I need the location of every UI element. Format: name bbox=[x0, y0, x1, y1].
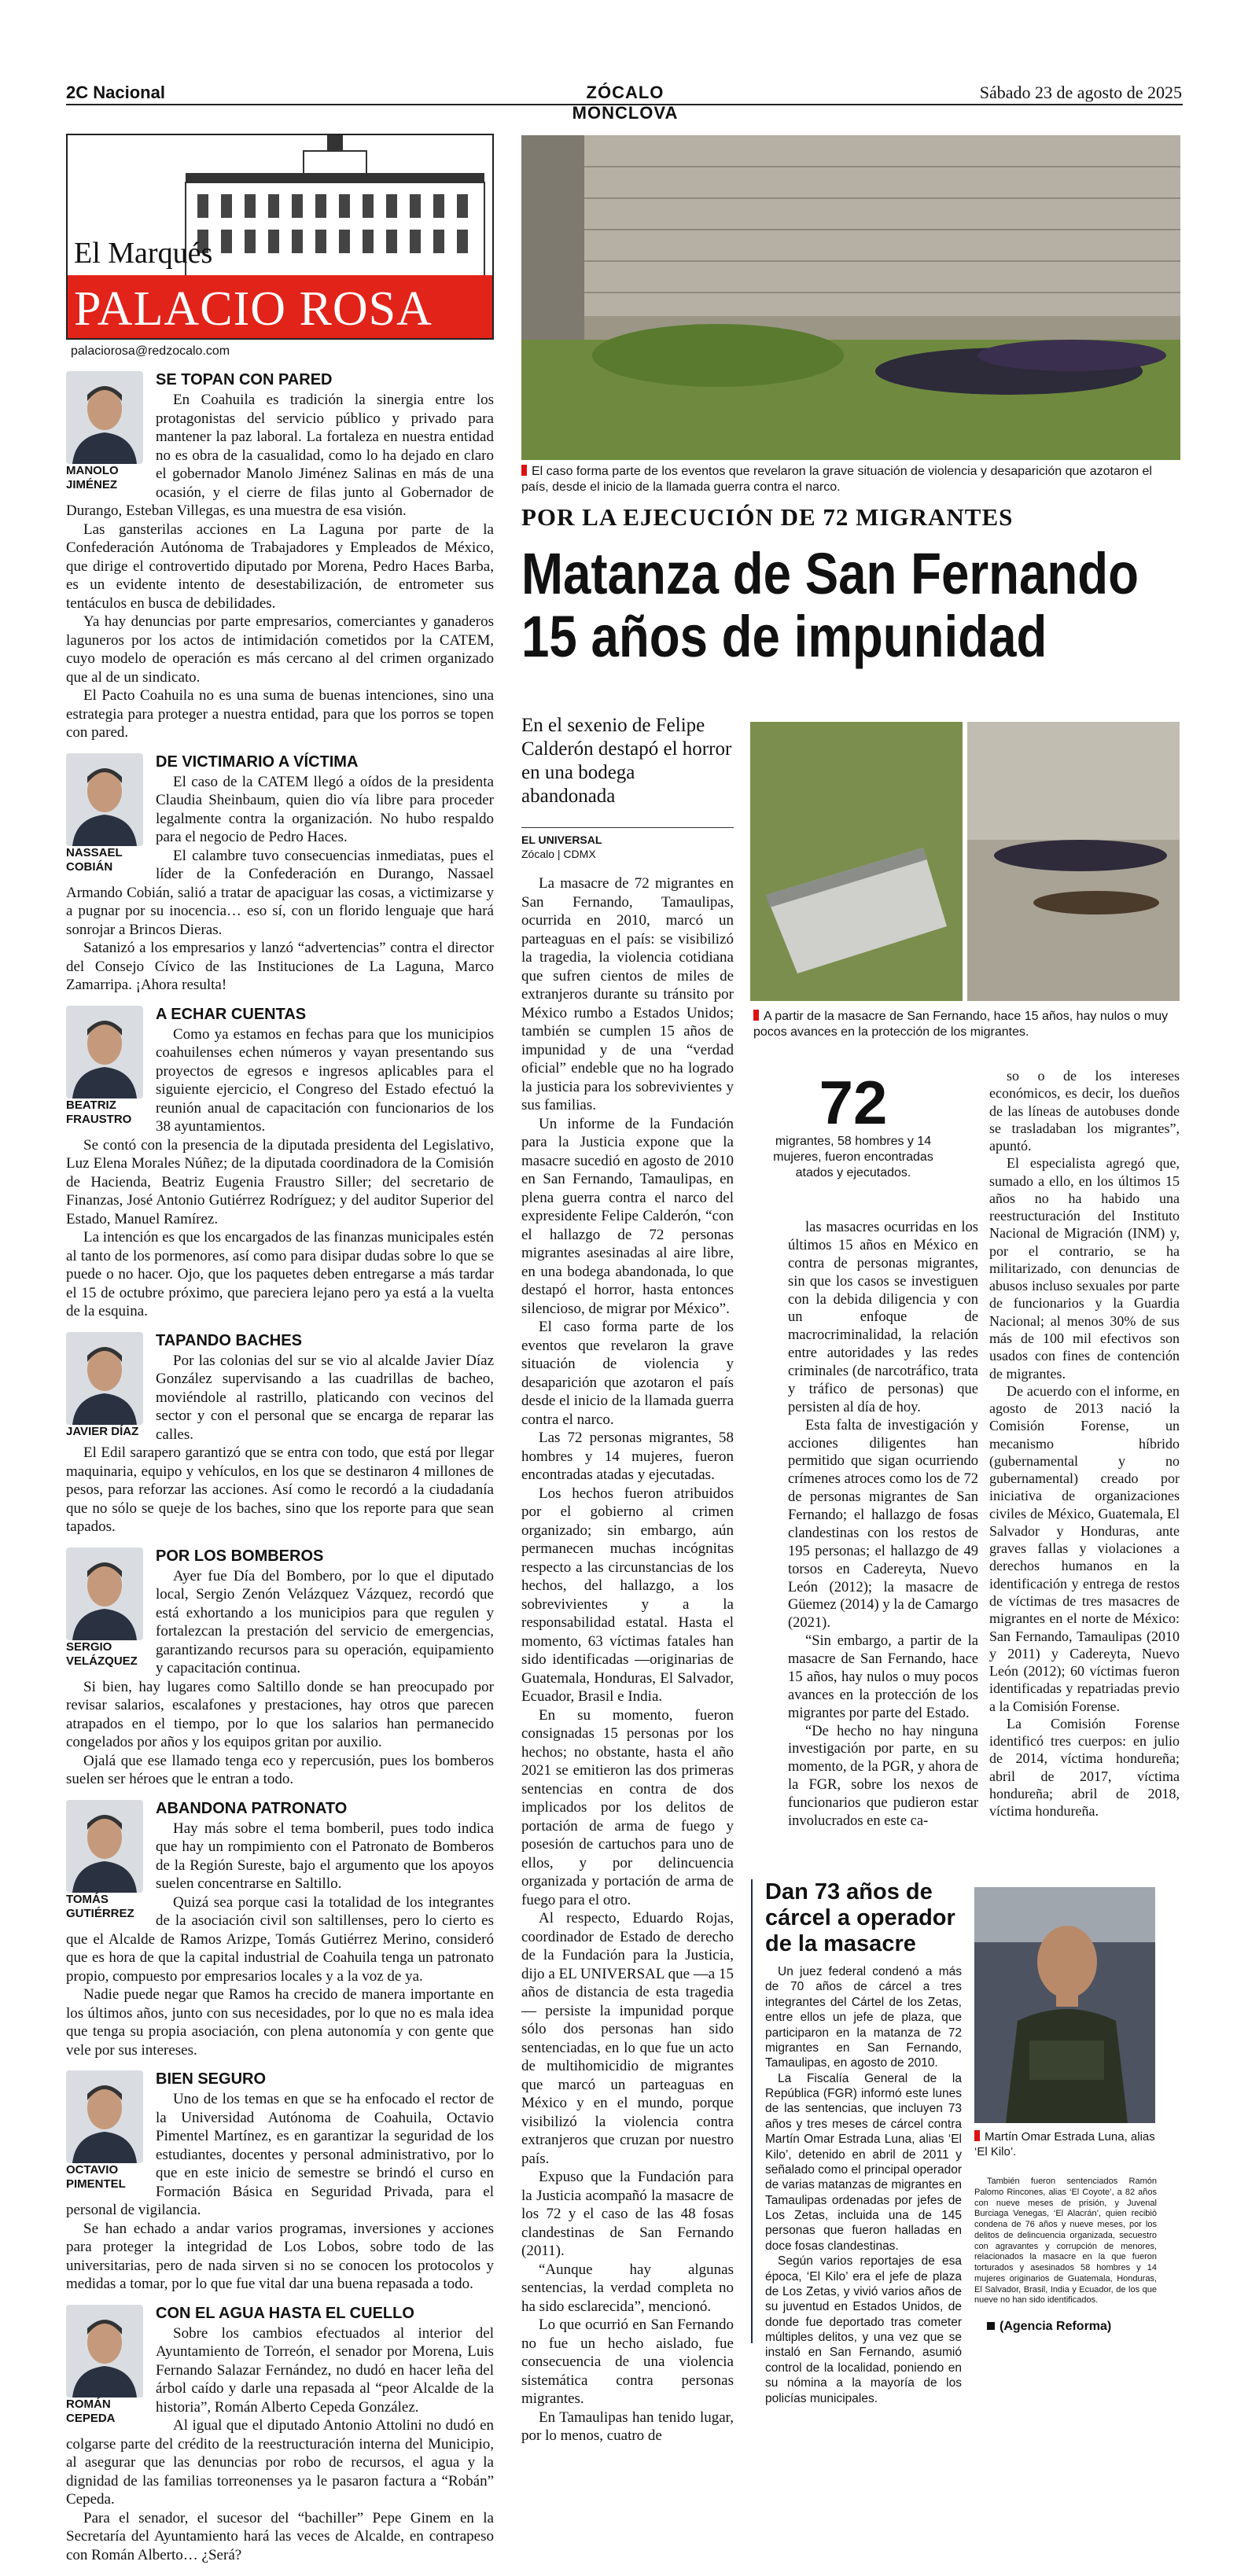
portrait-photo bbox=[66, 371, 143, 464]
column-section bbox=[66, 1543, 494, 1789]
portrait-name: BEATRIZ FRAUSTRO bbox=[66, 1098, 132, 1126]
article-headline bbox=[521, 543, 1139, 668]
paragraph: “De hecho no hay ninguna investigación por parte, en su momento, de la PGR, y ahora de la FGR, sobre los nexos de funcionarios que pudieron estar involucrados en este ca- bbox=[788, 1723, 978, 1829]
headline-line-1: Matanza de San Fernando bbox=[521, 541, 1139, 606]
sidebar-text-2 bbox=[974, 2177, 1157, 2306]
paragraph: Se contó con la presencia de la diputada presidenta del Legislativo, Luz Elena Morales Núñez; de la diputada coordinadora de la Comisión de Hacienda, Beatriz Eugenia Fraustro Siller; del secretario de Finanzas, José Antonio Gutiérrez Rodríguez; y del auditor Superior del Estado, Manuel Ramírez. bbox=[66, 1136, 494, 1227]
section-title: ABANDONA PATRONATO bbox=[156, 1799, 348, 1817]
portrait-block bbox=[66, 1006, 148, 1127]
portrait-name: SERGIO VELÁZQUEZ bbox=[66, 1639, 138, 1668]
publication-date: Sábado 23 de agosto de 2025 bbox=[979, 83, 1182, 102]
palacio-rosa-column bbox=[66, 134, 494, 2563]
caption-marker bbox=[521, 465, 527, 476]
paragraph: Las gansterilas acciones en La Laguna por parte de la Confederación Autónoma de Trabajadores y Empleados de México, que dirige el controvertido diputado por Morena, Pedro Haces Barba, es un evidente intento de desestabilización, de entrometer sus tentáculos en busca de debilidades. bbox=[66, 521, 494, 612]
paragraph: Lo que ocurrió en San Fernando no fue un hecho aislado, fue consecuencia de una violencia sistemática contra personas migrantes. bbox=[521, 2317, 734, 2407]
paragraph: Sobre los cambios efectuados al interior del Ayuntamiento de Torreón, el senador por Morena, Luis Fernando Salazar Fernández, no dudó en hacer leña del árbol caído y darle una repasada al “peor Alcalde de la historia”, Román Alberto Cepeda González. bbox=[156, 2324, 494, 2416]
paragraph: “Aunque hay algunas sentencias, la verdad completa no ha sido esclarecida”, mencionó. bbox=[521, 2261, 734, 2315]
sidebar-photo bbox=[974, 1887, 1155, 2123]
paragraph: so o de los intereses económicos, es decir, los dueños de las líneas de autobuses donde se trasladaban los migrantes”, apuntó. bbox=[989, 1068, 1180, 1154]
article-kicker: POR LA EJECUCIÓN DE 72 MIGRANTES bbox=[521, 503, 1014, 531]
paragraph: El Pacto Coahuila no es una suma de buenas intenciones, sino una estrategia para proteger a nuestra entidad, para que los porros se topen con pared. bbox=[66, 687, 494, 741]
portrait-name: NASSAEL COBIÁN bbox=[66, 845, 123, 874]
detainee-photo-image bbox=[974, 1887, 1155, 2123]
section-title: BIEN SEGURO bbox=[156, 2070, 267, 2088]
bodega-scene-image bbox=[521, 135, 1180, 460]
portrait-block bbox=[66, 2070, 148, 2191]
portrait-block bbox=[66, 1332, 148, 1439]
portrait-block bbox=[66, 2305, 148, 2426]
masthead bbox=[66, 134, 494, 340]
paragraph: La masacre de 72 migrantes en San Fernando, Tamaulipas, ocurrida en 2010, marcó un parteaguas en el país: se visibilizó la tragedia, la violencia cotidiana que sufren cientos de miles de extranjeros durante su tránsito por México rumbo a Estados Unidos; también se cumplen 15 años de impunidad y de una “verdad oficial” endeble que no ha logrado la justicia para los sobrevivientes y sus familias. bbox=[521, 875, 734, 1113]
paragraph: En su momento, fueron consignadas 15 personas por los hechos; no obstante, hasta el año 2021 se emitieron las dos primeras sentencias en contra de dos implicados por los delitos de portación de arma de fuego y posesión de cartuchos para uno de ellos, y por delincuencia organizada y portación de arma de fuego para el otro. bbox=[521, 1706, 734, 1908]
paragraph: Se han echado a andar varios programas, inversiones y acciones para proteger la integridad de Los Lobos, sobre todo de las universitarias, pero de nada sirven si no se conocen los protocolos y medidas a tomar, por lo que fue vital dar una buena repasada a todo. bbox=[66, 2220, 494, 2292]
section-title: A ECHAR CUENTAS bbox=[156, 1005, 307, 1023]
center-photo-caption bbox=[753, 1009, 1182, 1040]
paragraph: De acuerdo con el informe, en agosto de 2013 nació la Comisión Forense, un mecanismo híbrido (gubernamental y no gubernamental) creado por iniciativa de organizaciones civiles de México, Guatemala, El Salvador y Honduras, ante graves fallas y violaciones a derechos humanos en la identificación y entrega de restos de víctimas de tres masacres de migrantes en el norte de México: San Fernando, Tamaulipas (2010 y 2011) y Cadereyta, Nuevo León (2012); 60 víctimas fueron identificadas y repatriadas previo a la Comisión Forense. bbox=[989, 1382, 1180, 1714]
center-photo bbox=[750, 722, 1180, 1001]
article-column-2 bbox=[788, 1219, 978, 1831]
article-column-3 bbox=[989, 1067, 1180, 1820]
credit-text: (Agencia Reforma) bbox=[1000, 2320, 1112, 2333]
paragraph: Al igual que el diputado Antonio Attolini no dudó en colgarse parte del crédito de la reestructuración interna del Municipio, al asegurar que las denuncias por robo de recursos, el agua y la dignidad de las familias torreonenses ya le pasaron factura a “Robán” Cepeda. bbox=[66, 2417, 494, 2508]
sidebar-credit bbox=[987, 2320, 1111, 2334]
paragraph: Quizá sea porque casi la totalidad de los integrantes de la asociación civil son saltillenses, pero lo cierto es que el Alcalde de Ramos Arizpe, Tomás Gutiérrez Merino, consideró que es hora de que la capital industrial de Coahuila tenga un patronato propio, compuesto por empresarios locales y a la voz de ya. bbox=[66, 1893, 494, 1985]
paragraph: Las 72 personas migrantes, 58 hombres y 14 mujeres, fueron encontradas atadas y ejecutadas. bbox=[521, 1430, 734, 1483]
caption-marker bbox=[974, 2130, 980, 2141]
portrait-photo bbox=[66, 1547, 143, 1640]
portrait-photo bbox=[66, 1800, 143, 1893]
portrait-photo bbox=[66, 753, 143, 846]
column-section bbox=[66, 1001, 494, 1321]
paragraph: Como ya estamos en fechas para que los municipios coahuilenses echen números y vayan presentando sus proyectos de egresos e ingresos aplicables para el siguiente ejercicio, el Congreso del Estado efectuó la reunión anual de capacitación con funcionarios de los 38 ayuntamientos. bbox=[156, 1025, 494, 1135]
section-title: DE VICTIMARIO A VÍCTIMA bbox=[156, 753, 359, 771]
section-title: TAPANDO BACHES bbox=[156, 1331, 302, 1349]
stat-number: 72 bbox=[819, 1068, 888, 1137]
column-title: PALACIO ROSA bbox=[74, 282, 433, 336]
portrait-name: MANOLO JIMÉNEZ bbox=[66, 464, 119, 491]
column-email: palaciorosa@redzocalo.com bbox=[71, 344, 230, 358]
paragraph: Un informe de la Fundación para la Justicia expone que la masacre sucedió en agosto de 2010 en San Fernando, Tamaulipas, en plena guerra contra el narco del expresidente Felipe Calderón, “con el hallazgo de 72 personas migrantes asesinadas al aire libre, en una bodega abandonada, lo que destapó el horror, hasta entonces silencioso, de migrar por México”. bbox=[521, 1115, 734, 1317]
paragraph: Ojalá que ese llamado tenga eco y repercusión, pues los bomberos suelen ser héroes que le entran a todo. bbox=[66, 1752, 494, 1787]
sidebar-rule bbox=[751, 1879, 753, 2343]
column-kicker: El Marqués bbox=[74, 237, 213, 270]
portrait-photo bbox=[66, 2070, 143, 2163]
paragraph: Según varios reportajes de esa época, ‘El Kilo’ era el jefe de plaza de Los Zetas, y vivió varios años de su juventud en Estados Unidos, de donde fue deportado tras cometer múltiples delitos, y una vez que se instaló en San Fernando, asumió control de la localidad, poniendo en su nómina a la mayoría de los policías municipales. bbox=[765, 2254, 962, 2405]
paragraph: También fueron sentenciados Ramón Palomo Rincones, alias ‘El Coyote’, a 82 años con nueve meses de prisión, y Juvenal Burciaga Venegas, ‘El Alacrán’, quien recibió condena de 76 años y nueve meses, por los delitos de delincuencia organizada, secuestro con agravantes y corrupción de menores, relacionados la masacre en la que fueron torturados y asesinados 58 hombres y 14 mujeres originarios de Guatemala, Honduras, El Salvador, Brasil, India y Ecuador, de los que nueve no han sido identificados. bbox=[974, 2177, 1157, 2306]
portrait-photo bbox=[66, 2305, 143, 2398]
paragraph: La intención es que los encargados de las finanzas municipales estén al tanto de los pormenores, así como para disipar dudas sobre lo que se puede o no hacer. Ojo, que los paquetes deben entregarse a más tardar el 15 de octubre próximo, que pareciera lejano pero ya está a la vuelta de la esquina. bbox=[66, 1229, 494, 1319]
portrait-name: JAVIER DÍAZ bbox=[66, 1424, 139, 1438]
paragraph: El especialista agregó que, sumado a ello, en los últimos 15 años no ha habido una reestructuración del Instituto Nacional de Migración (INM) y, por el contrario, se ha militarizado, con denuncias de abusos incluso sexuales por parte de funcionarios y la Guardia Nacional; al menos 30% de sus más de 100 mil efectivos son usados con fines de contención de migrantes. bbox=[989, 1155, 1180, 1382]
paragraph: Para el senador, el sucesor del “bachiller” Pepe Ginem en la Secretaría del Ayuntamiento hará las veces de Alcalde, en contrapeso con Román Alberto… ¿Será? bbox=[66, 2509, 494, 2563]
paragraph: Por las colonias del sur se vio al alcalde Javier Díaz González supervisando a las cuadrillas de bacheo, moviéndole al rastrillo, platicando con vecinos del sector y con el personal que se encarga de reparar las calles. bbox=[156, 1352, 494, 1443]
page-header bbox=[0, 0, 1248, 123]
column-section bbox=[66, 1795, 494, 2060]
paragraph: Hay más sobre el tema bomberil, pues todo indica que hay un rompimiento con el Patronato de Bomberos de la Región Sureste, bajo el argumento que los apoyos suelen concentrarse en Saltillo. bbox=[156, 1820, 494, 1892]
paragraph: Nadie puede negar que Ramos ha crecido de manera importante en los últimos años, junto con sus necesidades, por lo que no es mala idea que tenga su propia asociación, con plena autonomía y con gente que vele por sus intereses. bbox=[66, 1986, 494, 2059]
stat-box bbox=[755, 1068, 952, 1181]
paragraph: Uno de los temas en que se ha enfocado el rector de la Universidad Autónoma de Coahuila, Octavio Pimentel Martínez, es en garantizar la seguridad de los estudiantes, docentes y personal administrativo, por lo que en este inicio de semestre se brindó el curso en Formación Básica en Seguridad Privada, para el personal de vigilancia. bbox=[66, 2091, 494, 2218]
paragraph: Expuso que la Fundación para la Justicia acompañó la masacre de los 72 y el caso de las 48 fosas clandestinas de San Fernando (2011). bbox=[521, 2169, 734, 2259]
column-section bbox=[66, 1327, 494, 1536]
paragraph: El caso forma parte de los eventos que revelaron la grave situación de violencia y desaparición que azotaron el país desde el inicio de la llamada guerra contra el narco. bbox=[521, 1319, 734, 1428]
sidebar-headline: Dan 73 años de cárcel a operador de la masacre bbox=[765, 1879, 955, 1956]
paragraph: En Coahuila es tradición la sinergia entre los protagonistas del servicio público y privado para mantener la paz laboral. La fortaleza en nuestra entidad no es obra de la casualidad, como lo ha dejado en claro el gobernador Manolo Jiménez Salinas en más de una ocasión, y el cierre de filas junto al Gobernador de Durango, Esteban Villegas, es una muestra de esa visión. bbox=[66, 392, 494, 519]
portrait-name: ROMÁN CEPEDA bbox=[66, 2397, 116, 2425]
article-deck: En el sexenio de Felipe Calderón destapó el horror en una bodega abandonada bbox=[521, 715, 732, 807]
sidebar-text bbox=[765, 1964, 962, 2406]
paragraph: las masacres ocurridas en los últimos 15 años en México en contra de personas migrantes, sin que los casos se investiguen con la debida diligencia y con un enfoque de macrocriminalidad, la relación entre autoridades y las redes criminales (de narcotráfico, trata y tráfico de personas) que persisten al día de hoy. bbox=[788, 1220, 978, 1415]
paragraph: Ayer fue Día del Bombero, por lo que el diputado local, Sergio Zenón Velázquez Vázquez, recordó que está exhortando a los municipios para que regulen y fortalezcan la prestación del servicio de emergencias, garantizando recursos para su operación, equipamiento y capacitación continua. bbox=[156, 1567, 494, 1676]
header-rule bbox=[66, 104, 1183, 105]
paragraph: En Tamaulipas han tenido lugar, por lo menos, cuatro de bbox=[521, 2409, 734, 2444]
sidebar-caption-text: Martín Omar Estrada Luna, alias ‘El Kilo’. bbox=[974, 2130, 1155, 2158]
column-section bbox=[66, 366, 494, 742]
aerial-and-bodies-image bbox=[750, 722, 1180, 1001]
paragraph: La Comisión Forense identificó tres cuerpos: en julio de 2014, víctima hondureña; abril de 2017, víctima hondureña; abril de 2018, víctima hondureña. bbox=[989, 1715, 1180, 1820]
column-section bbox=[66, 749, 494, 995]
portrait-block bbox=[66, 371, 148, 492]
headline-line-2: 15 años de impunidad bbox=[521, 604, 1047, 669]
paragraph: La Fiscalía General de la República (FGR) informó este lunes de las sentencias, que incluyen 73 años y tres meses de cárcel contra Martín Omar Estrada Luna, alias ‘El Kilo’, detenido en abril de 2011 y señalado como el principal operador de varias matanzas de migrantes en Tamaulipas ordenadas por jefes de Los Zetas, incluida una de 145 personas que fueron halladas en doce fosas clandestinas. bbox=[765, 2071, 962, 2253]
paragraph: Los hechos fueron atribuidos por el gobierno al crimen organizado; sin embargo, aún permanecen muchas incógnitas respecto a las circunstancias de los hechos, del hallazgo, a los sobrevivientes y a la responsabilidad estatal. Hasta el momento, 63 víctimas fatales han sido identificadas —originarias de Guatemala, Honduras, El Salvador, Ecuador, Brasil e India. bbox=[521, 1485, 734, 1705]
portrait-block bbox=[66, 1547, 148, 1669]
paragraph: “Sin embargo, a partir de la masacre de San Fernando, hace 15 años, hay nulos o muy pocos avances en la protección de los migrantes por parte del Estado. bbox=[788, 1633, 978, 1721]
top-photo bbox=[521, 135, 1180, 460]
section-title: POR LOS BOMBEROS bbox=[156, 1547, 324, 1565]
end-mark bbox=[987, 2322, 995, 2330]
paragraph: El Edil sarapero garantizó que se entra con todo, que está por llegar maquinaria, equipo y vehículos, en los que se destinaron 4 millones de pesos, para reforzar las acciones. Así como le recordó a la ciudadanía que no sólo se queje de los baches, sino que los reporte para que sean tapados. bbox=[66, 1444, 494, 1535]
portrait-name: TOMÁS GUTIÉRREZ bbox=[66, 1892, 134, 1920]
article-byline bbox=[521, 827, 734, 861]
portrait-block bbox=[66, 1800, 148, 1921]
stat-text: migrantes, 58 hombres y 14 mujeres, fueron encontradas atados y ejecutados. bbox=[773, 1135, 933, 1179]
article-column-1 bbox=[521, 874, 734, 2445]
paragraph: Un juez federal condenó a más de 70 años de cárcel a tres integrantes del Cártel de los Zetas, entre ellos un jefe de plaza, que participaron en la matanza de 72 migrantes en San Fernando, Tamaulipas, en agosto de 2010. bbox=[765, 1965, 962, 2070]
paragraph: Si bien, hay lugares como Saltillo donde se han preocupado por revisar salarios, escalafones y prestaciones, hay otros que parecen atrapados en el tiempo, por lo que los salarios han permanecido congelados por años y los equipos gritan por auxilio. bbox=[66, 1678, 494, 1750]
sidebar-photo-caption bbox=[974, 2129, 1163, 2159]
section-title: CON EL AGUA HASTA EL CUELLO bbox=[156, 2304, 414, 2322]
paragraph: Ya hay denuncias por parte empresarios, comerciantes y ganaderos laguneros por los actos de intimidación cometidos por la CATEM, cuyo modelo de operación es más cercano al del crimen organizado que al de un sindicato. bbox=[66, 613, 494, 686]
paragraph: Satanizó a los empresarios y lanzó “advertencias” contra el director del Consejo Cívico de las Instituciones de La Laguna, Marco Zamarripa. ¡Ahora resulta! bbox=[66, 940, 494, 993]
portrait-block bbox=[66, 753, 148, 874]
column-section bbox=[66, 2066, 494, 2294]
paragraph: Al respecto, Eduardo Rojas, coordinador de Estado de derecho de la Fundación para la Justicia, dijo a EL UNIVERSAL que —a 15 años de distancia de esta tragedia— persiste la impunidad porque sólo dos personas han sido sentenciadas, en lo que fue un acto de multihomicidio de migrantes que marcó un parteaguas en México y en el mundo, porque visibilizó la violencia contra extranjeros que cruzan por nuestro país. bbox=[521, 1910, 734, 2167]
byline-agency: EL UNIVERSAL bbox=[521, 834, 602, 846]
paragraph: El calambre tuvo consecuencias inmediatas, pues el líder de la Confederación en Durango, Nassael Armando Cobián, salió a tratar de apaciguar las cosas, a victimizarse y a pugnar por su inocencia… eso sí, con un florido lenguaje que hará sonrojar a Brincos Dieras. bbox=[66, 847, 494, 938]
portrait-photo bbox=[66, 1006, 143, 1098]
paragraph: Esta falta de investigación y acciones diligentes han permitido que sigan ocurriendo crímenes atroces como los de 72 de personas migrantes de San Fernando; el hallazgo de fosas clandestinas con los restos de 195 personas; el hallazgo de 49 torsos en Cadereyta, Nuevo León (2012); la masacre de Güemez (2014) y la de Camargo (2021). bbox=[788, 1417, 978, 1632]
column-section bbox=[66, 2300, 494, 2565]
section-label: 2C Nacional bbox=[66, 83, 165, 102]
publication-name: ZÓCALO MONCLOVA bbox=[572, 83, 679, 123]
portrait-name: OCTAVIO PIMENTEL bbox=[66, 2163, 126, 2191]
column-sections bbox=[66, 366, 494, 2564]
portrait-photo bbox=[66, 1332, 143, 1425]
byline-dateline: Zócalo | CDMX bbox=[521, 848, 596, 860]
top-photo-caption bbox=[521, 464, 1180, 495]
section-title: SE TOPAN CON PARED bbox=[156, 371, 333, 388]
caption-marker bbox=[753, 1010, 759, 1021]
top-caption-text: El caso forma parte de los eventos que revelaron la grave situación de violencia y desaparición que azotaron el país, desde el inicio de la llamada guerra contra el narco. bbox=[521, 465, 1152, 494]
center-caption-text: A partir de la masacre de San Fernando, hace 15 años, hay nulos o muy pocos avances en la protección de los migrantes. bbox=[753, 1010, 1169, 1039]
paragraph: El caso de la CATEM llegó a oídos de la presidenta Claudia Sheinbaum, quien dio vía libre para proceder legalmente contra la organización. No hubo respaldo para el negocio de Pedro Haces. bbox=[156, 773, 494, 845]
sidebar-box bbox=[751, 1879, 1180, 2405]
